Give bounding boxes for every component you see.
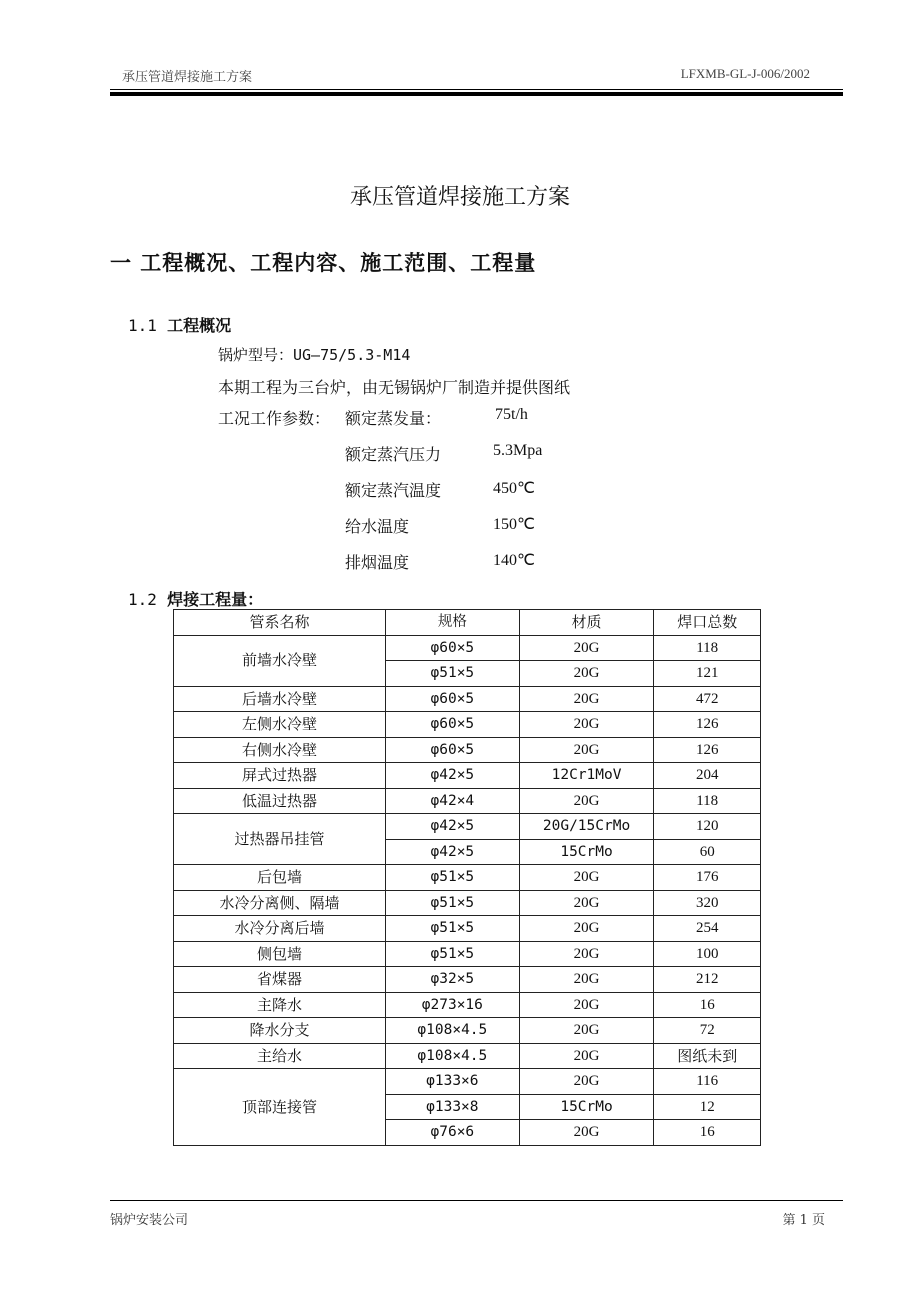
table-row [174, 788, 761, 814]
subsection-title: 工程概况 [167, 316, 232, 335]
pipe-spec: φ51×5 [386, 916, 520, 942]
pipe-material: 15CrMo [519, 1094, 654, 1120]
pipe-spec: φ108×4.5 [386, 1043, 520, 1069]
weld-count: 212 [654, 967, 761, 993]
weld-count: 60 [654, 839, 761, 865]
pipe-spec: φ51×5 [386, 865, 520, 891]
pipe-material: 20G [519, 1018, 654, 1044]
subsection-title: 焊接工程量： [167, 590, 264, 609]
pipe-material: 20G [519, 865, 654, 891]
param-name: 额定蒸汽温度 [345, 481, 442, 500]
header-divider [110, 89, 843, 90]
param-name: 额定蒸汽压力 [345, 445, 442, 464]
pipe-spec: φ273×16 [386, 992, 520, 1018]
subsection-1-1-heading [128, 313, 231, 336]
pipe-system-name: 水冷分离侧、隔墙 [174, 890, 386, 916]
param-name: 额定蒸发量： [345, 409, 442, 428]
pipe-material: 20G [519, 712, 654, 738]
weld-count: 116 [654, 1069, 761, 1095]
pipe-material: 20G [519, 686, 654, 712]
weld-count: 126 [654, 737, 761, 763]
page-title: 承压管道焊接施工方案 [349, 185, 570, 210]
pipe-spec: φ133×8 [386, 1094, 520, 1120]
pipe-system-name: 主给水 [174, 1043, 386, 1069]
table-row [174, 1043, 761, 1069]
weld-count: 图纸未到 [654, 1043, 761, 1069]
footer-company: 锅炉安装公司 [110, 1213, 189, 1228]
pipe-system-name: 后墙水冷壁 [174, 686, 386, 712]
weld-count: 176 [654, 865, 761, 891]
pipe-system-name: 省煤器 [174, 967, 386, 993]
param-value: 75t/h [495, 406, 528, 423]
weld-count: 320 [654, 890, 761, 916]
header-divider-thick [110, 92, 843, 96]
table-row [174, 1069, 761, 1095]
pipe-spec: φ60×5 [386, 712, 520, 738]
param-value: 140℃ [493, 552, 535, 569]
table-row [174, 890, 761, 916]
table-row [174, 916, 761, 942]
pipe-spec: φ133×6 [386, 1069, 520, 1095]
pipe-spec: φ42×5 [386, 839, 520, 865]
param-value: 150℃ [493, 516, 535, 533]
weld-count: 118 [654, 635, 761, 661]
pipe-material: 20G [519, 661, 654, 687]
footer-page-number: 第 1 页 [782, 1213, 825, 1228]
weld-count: 16 [654, 1120, 761, 1146]
weld-count: 120 [654, 814, 761, 840]
pipe-material: 20G [519, 890, 654, 916]
pipe-spec: φ51×5 [386, 661, 520, 687]
pipe-spec: φ60×5 [386, 635, 520, 661]
pipe-material: 20G [519, 788, 654, 814]
pipe-system-name: 右侧水冷壁 [174, 737, 386, 763]
pipe-spec: φ32×5 [386, 967, 520, 993]
column-header: 管系名称 [174, 610, 386, 636]
column-header: 规格 [386, 610, 520, 636]
boiler-model: 锅炉型号：UG—75/5.3-M14 [218, 346, 411, 364]
pipe-material: 20G [519, 916, 654, 942]
param-name: 排烟温度 [345, 553, 410, 572]
project-description: 本期工程为三台炉，由无锡锅炉厂制造并提供图纸 [218, 378, 571, 397]
pipe-material: 20G [519, 1043, 654, 1069]
pipe-material: 20G [519, 992, 654, 1018]
pipe-spec: φ42×5 [386, 763, 520, 789]
pipe-spec: φ51×5 [386, 890, 520, 916]
pipe-material: 12Cr1MoV [519, 763, 654, 789]
pipe-material: 20G [519, 1120, 654, 1146]
pipe-spec: φ42×4 [386, 788, 520, 814]
welding-quantity-table [173, 609, 761, 1146]
pipe-system-name: 主降水 [174, 992, 386, 1018]
pipe-material: 20G [519, 967, 654, 993]
pipe-spec: φ60×5 [386, 686, 520, 712]
table-row [174, 814, 761, 840]
weld-count: 72 [654, 1018, 761, 1044]
pipe-system-name: 屏式过热器 [174, 763, 386, 789]
params-label: 工况工作参数： [218, 409, 331, 428]
header-doc-title: 承压管道焊接施工方案 [122, 70, 253, 85]
param-value: 5.3Mpa [493, 442, 543, 459]
pipe-system-name: 顶部连接管 [174, 1069, 386, 1146]
subsection-number: 1.2 [128, 590, 157, 609]
pipe-system-name: 降水分支 [174, 1018, 386, 1044]
table-row [174, 763, 761, 789]
table-row [174, 865, 761, 891]
table-row [174, 635, 761, 661]
footer-divider [110, 1200, 843, 1201]
weld-count: 100 [654, 941, 761, 967]
pipe-system-name: 前墙水冷壁 [174, 635, 386, 686]
pipe-spec: φ60×5 [386, 737, 520, 763]
pipe-spec: φ76×6 [386, 1120, 520, 1146]
column-header: 材质 [519, 610, 654, 636]
subsection-number: 1.1 [128, 316, 157, 335]
pipe-system-name: 低温过热器 [174, 788, 386, 814]
section-1-heading: 一 工程概况、工程内容、施工范围、工程量 [110, 250, 537, 275]
param-name: 给水温度 [345, 517, 410, 536]
pipe-spec: φ51×5 [386, 941, 520, 967]
pipe-material: 20G [519, 737, 654, 763]
pipe-material: 20G/15CrMo [519, 814, 654, 840]
weld-count: 12 [654, 1094, 761, 1120]
pipe-system-name: 水冷分离后墙 [174, 916, 386, 942]
weld-count: 472 [654, 686, 761, 712]
weld-count: 16 [654, 992, 761, 1018]
table-row [174, 712, 761, 738]
pipe-material: 20G [519, 1069, 654, 1095]
pipe-material: 15CrMo [519, 839, 654, 865]
table-row [174, 967, 761, 993]
weld-count: 118 [654, 788, 761, 814]
table-row [174, 992, 761, 1018]
subsection-1-2-heading [128, 587, 263, 610]
weld-count: 121 [654, 661, 761, 687]
pipe-spec: φ42×5 [386, 814, 520, 840]
pipe-system-name: 侧包墙 [174, 941, 386, 967]
pipe-system-name: 过热器吊挂管 [174, 814, 386, 865]
pipe-system-name: 后包墙 [174, 865, 386, 891]
param-value: 450℃ [493, 480, 535, 497]
weld-count: 126 [654, 712, 761, 738]
pipe-material: 20G [519, 941, 654, 967]
pipe-material: 20G [519, 635, 654, 661]
header-doc-code: LFXMB-GL-J-006/2002 [680, 66, 810, 81]
table-row [174, 1018, 761, 1044]
weld-count: 204 [654, 763, 761, 789]
table-row [174, 737, 761, 763]
table-header-row [174, 610, 761, 636]
pipe-spec: φ108×4.5 [386, 1018, 520, 1044]
pipe-system-name: 左侧水冷壁 [174, 712, 386, 738]
column-header: 焊口总数 [654, 610, 761, 636]
weld-count: 254 [654, 916, 761, 942]
table-row [174, 941, 761, 967]
table-row [174, 686, 761, 712]
